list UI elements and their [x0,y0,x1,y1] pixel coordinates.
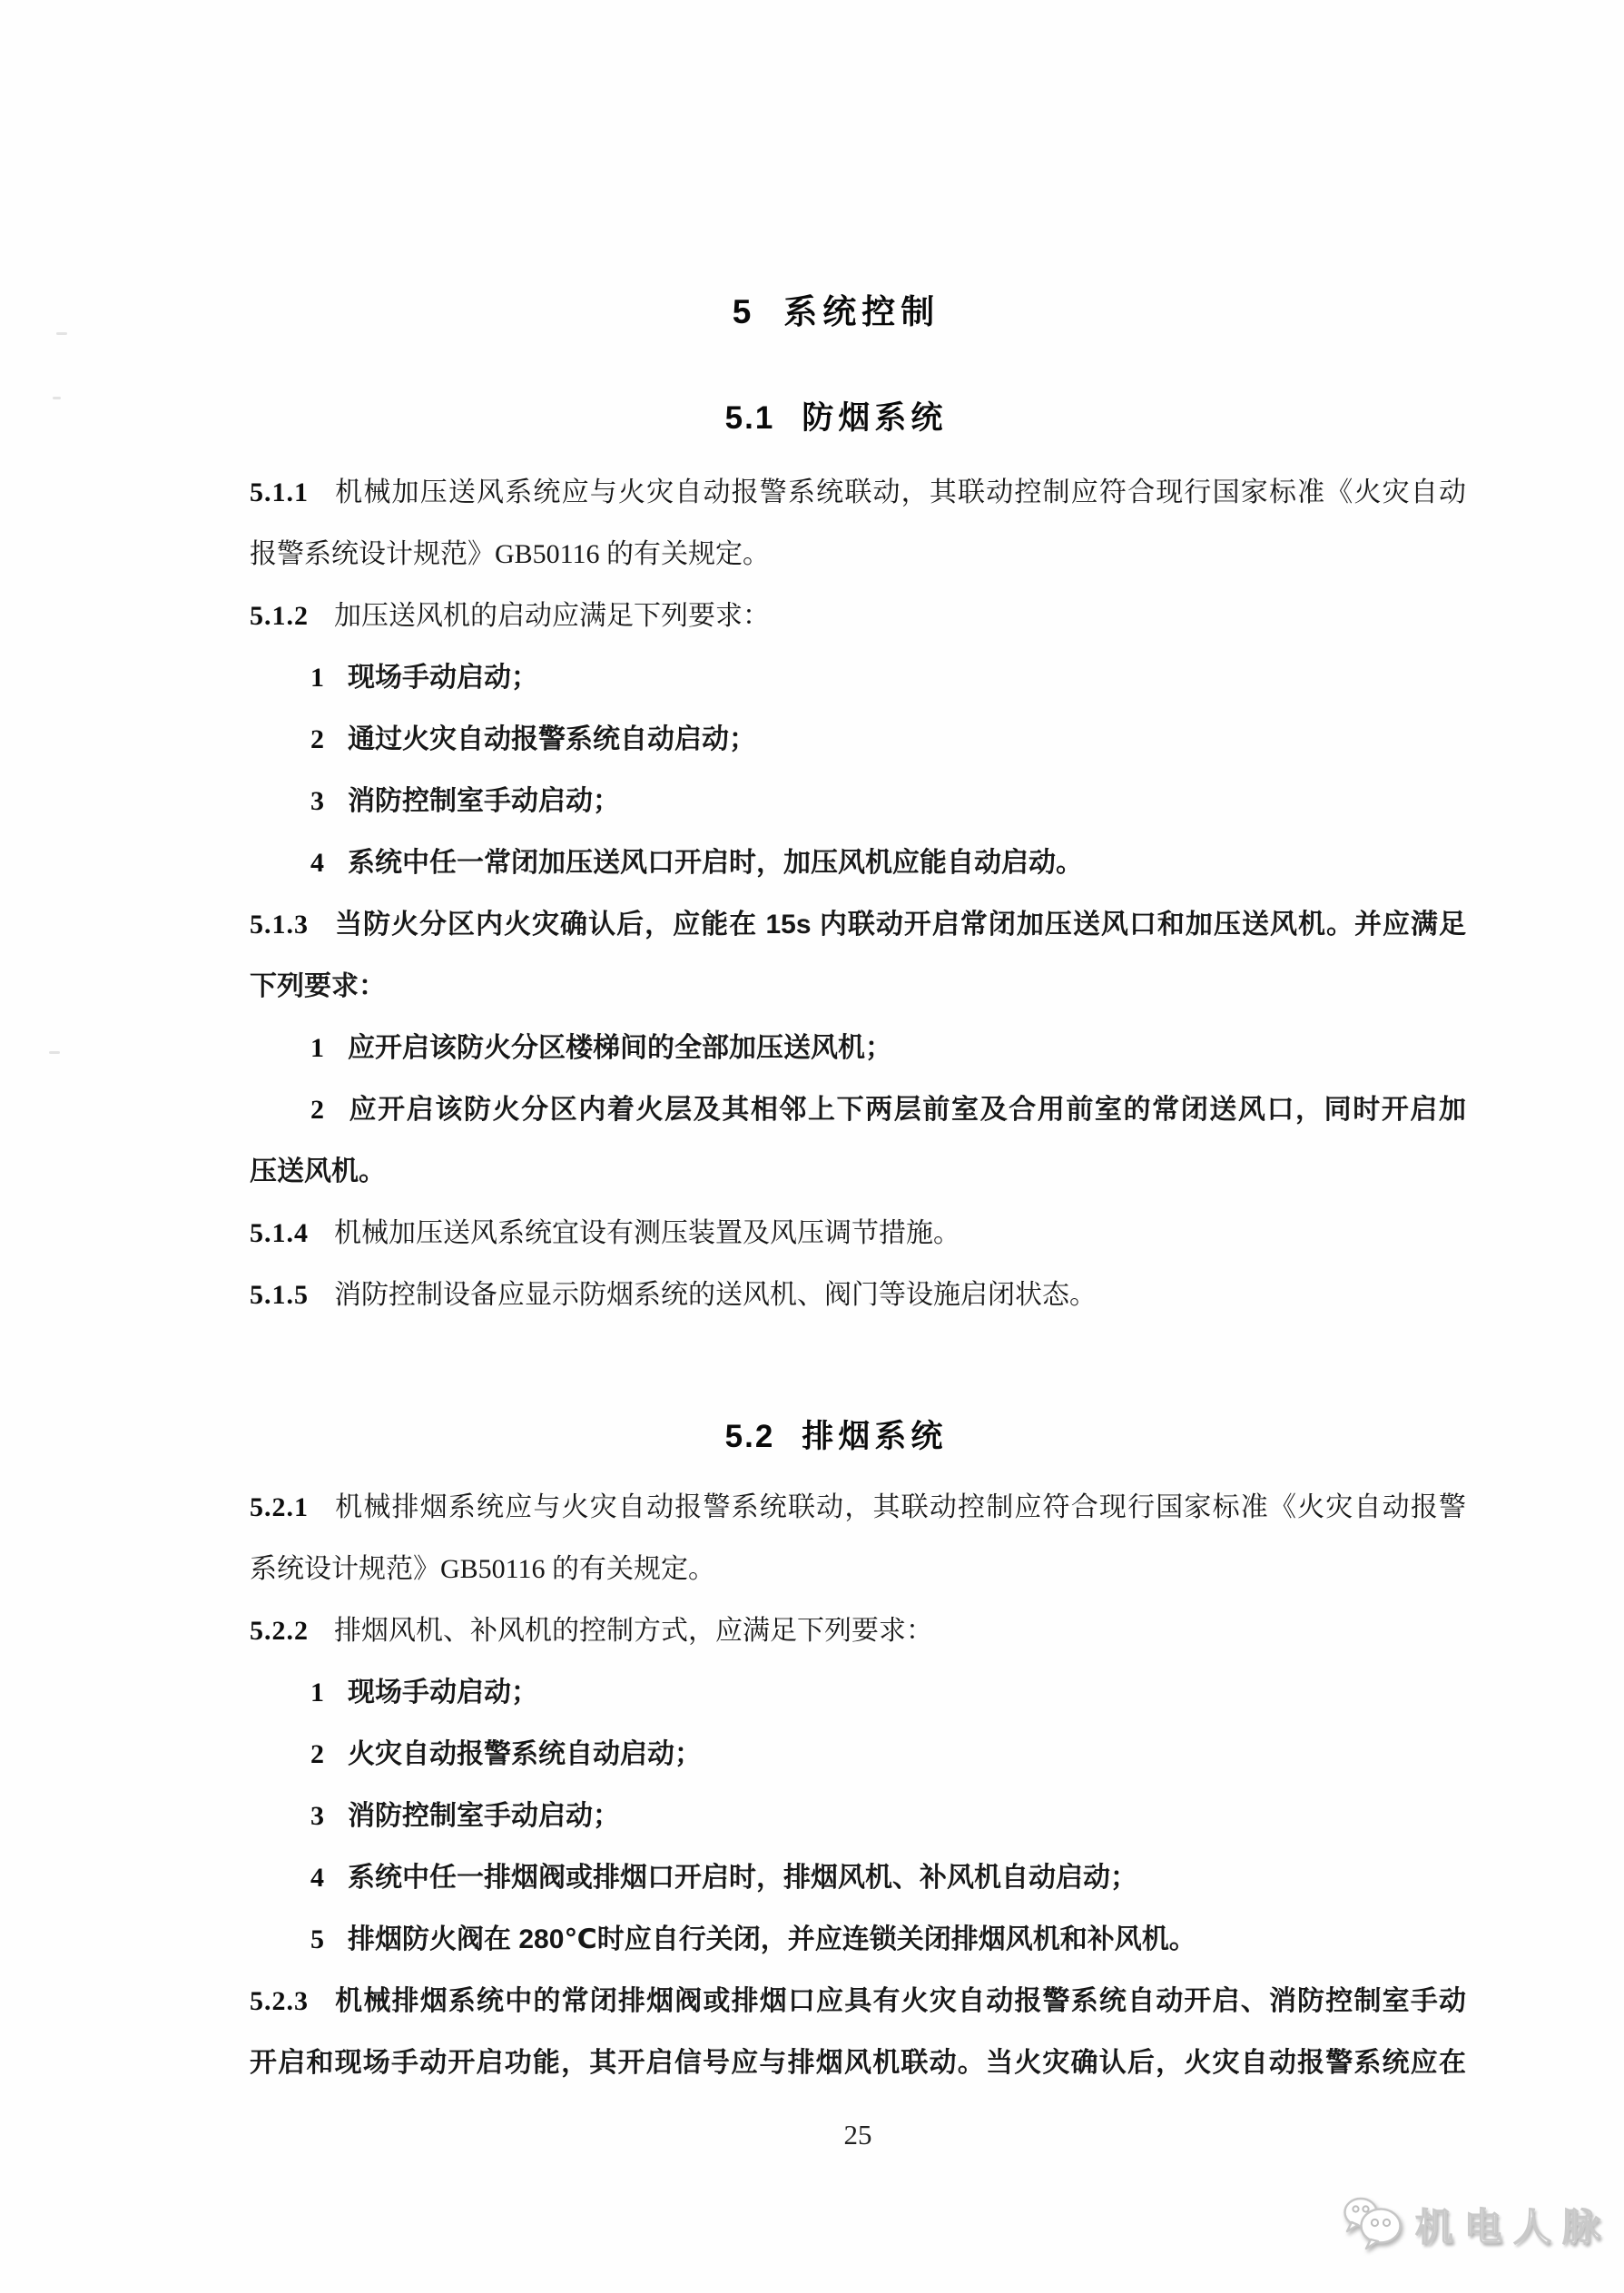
item-row [250,647,1466,709]
scan-artifact-mark [53,397,61,399]
watermark [1341,2193,1611,2257]
scan-artifact-mark [49,1051,60,1054]
page-number: 25 [843,2119,872,2150]
item-row [250,709,1466,771]
item-text: 现场手动启动； [348,663,538,693]
watermark-label: 机电人脉 [1414,2206,1611,2249]
section-heading [250,1415,1466,1459]
section-number: 5.2 [724,1419,775,1454]
item-row [250,1662,1466,1724]
scan-artifact-mark [56,332,67,335]
cont-text: 开启和现场手动开启功能，其开启信号应与排烟风机联动。当火灾确认后，火灾自动报警系统应在 [250,2048,1466,2078]
cont-row [250,956,1466,1018]
item-number: 2 [310,724,324,754]
item-number: 1 [310,1678,324,1707]
section-heading [250,397,1466,440]
item-number: 2 [310,1739,324,1769]
section-5.2 [250,1415,1466,2094]
item-number: 3 [310,1801,324,1831]
clause-text: 机械排烟系统应与火灾自动报警系统联动，其联动控制应符合现行国家标准《火灾自动报警 [334,1492,1466,1522]
clause-number: 5.2.1 [250,1492,309,1522]
cont-text: 系统设计规范》GB50116 的有关规定。 [250,1554,716,1584]
item-row [250,1847,1466,1909]
clause-row [250,1477,1466,1539]
clause-text: 机械加压送风系统应与火灾自动报警系统联动，其联动控制应符合现行国家标准《火灾自动 [334,477,1466,507]
item-text: 应开启该防火分区内着火层及其相邻上下两层前室及合用前室的常闭送风口，同时开启加 [348,1095,1466,1125]
section-title: 防烟系统 [802,400,948,436]
section-title: 排烟系统 [802,1419,948,1454]
item-number: 1 [310,1033,324,1063]
clause-row [250,1265,1466,1326]
clause-number: 5.1.2 [250,601,309,631]
item-row [250,1079,1466,1141]
section-rows [250,462,1466,1326]
item-number: 4 [310,848,324,878]
item-row [250,771,1466,832]
clause-number: 5.1.4 [250,1218,309,1248]
clause-text: 消防控制设备应显示防烟系统的送风机、阀门等设施启闭状态。 [334,1280,1097,1310]
clause-number: 5.1.3 [250,910,309,940]
item-number: 3 [310,786,324,816]
clause-number: 5.2.2 [250,1616,309,1646]
section-number: 5.1 [724,400,775,436]
item-text: 通过火灾自动报警系统自动启动； [348,724,756,754]
item-text: 应开启该防火分区楼梯间的全部加压送风机； [348,1033,892,1063]
item-row [250,1786,1466,1847]
clause-row [250,586,1466,647]
clause-row [250,1971,1466,2032]
item-row [250,1909,1466,1971]
clause-text: 当防火分区内火灾确认后，应能在 15s 内联动开启常闭加压送风口和加压送风机。并应满足 [334,910,1466,940]
chapter-title: 系统控制 [783,293,940,330]
item-row [250,1018,1466,1079]
item-number: 1 [310,663,324,693]
clause-number: 5.2.3 [250,1986,309,2016]
item-text: 系统中任一排烟阀或排烟口开启时，排烟风机、补风机自动启动； [348,1863,1137,1893]
clause-row [250,462,1466,524]
clause-text: 机械加压送风系统宜设有测压装置及风压调节措施。 [334,1218,960,1248]
item-text: 火灾自动报警系统自动启动； [348,1739,702,1769]
section-rows [250,1477,1466,2094]
cont-row [250,524,1466,586]
item-text: 消防控制室手动启动； [348,1801,620,1831]
chapter-heading [250,289,1466,336]
wechat-icon [1341,2195,1406,2256]
item-text: 系统中任一常闭加压送风口开启时，加压风机应能自动启动。 [348,848,1083,878]
item-number: 5 [310,1924,324,1954]
clause-number: 5.1.1 [250,477,309,507]
chapter-number: 5 [732,293,752,330]
cont-text: 下列要求： [250,971,386,1001]
cont-row [250,2032,1466,2094]
item-text: 消防控制室手动启动； [348,786,620,816]
item-number: 2 [310,1095,324,1125]
cont-row [250,1141,1466,1203]
clause-text: 机械排烟系统中的常闭排烟阀或排烟口应具有火灾自动报警系统自动开启、消防控制室手动 [334,1986,1466,2016]
document-column [250,0,1466,2153]
section-5.1 [250,397,1466,1326]
cont-row [250,1539,1466,1600]
item-text: 排烟防火阀在 280℃时应自行关闭，并应连锁关闭排烟风机和补风机。 [348,1924,1196,1954]
cont-text: 压送风机。 [250,1156,386,1186]
item-row [250,1724,1466,1786]
item-text: 现场手动启动； [348,1678,538,1707]
clause-text: 排烟风机、补风机的控制方式，应满足下列要求： [334,1616,933,1646]
clause-text: 加压送风机的启动应满足下列要求： [334,601,770,631]
item-row [250,832,1466,894]
cont-text: 报警系统设计规范》GB50116 的有关规定。 [250,539,771,569]
clause-row [250,1600,1466,1662]
clause-row [250,1203,1466,1265]
item-number: 4 [310,1863,324,1893]
clause-row [250,894,1466,956]
clause-number: 5.1.5 [250,1280,309,1310]
document-body [250,397,1466,2094]
